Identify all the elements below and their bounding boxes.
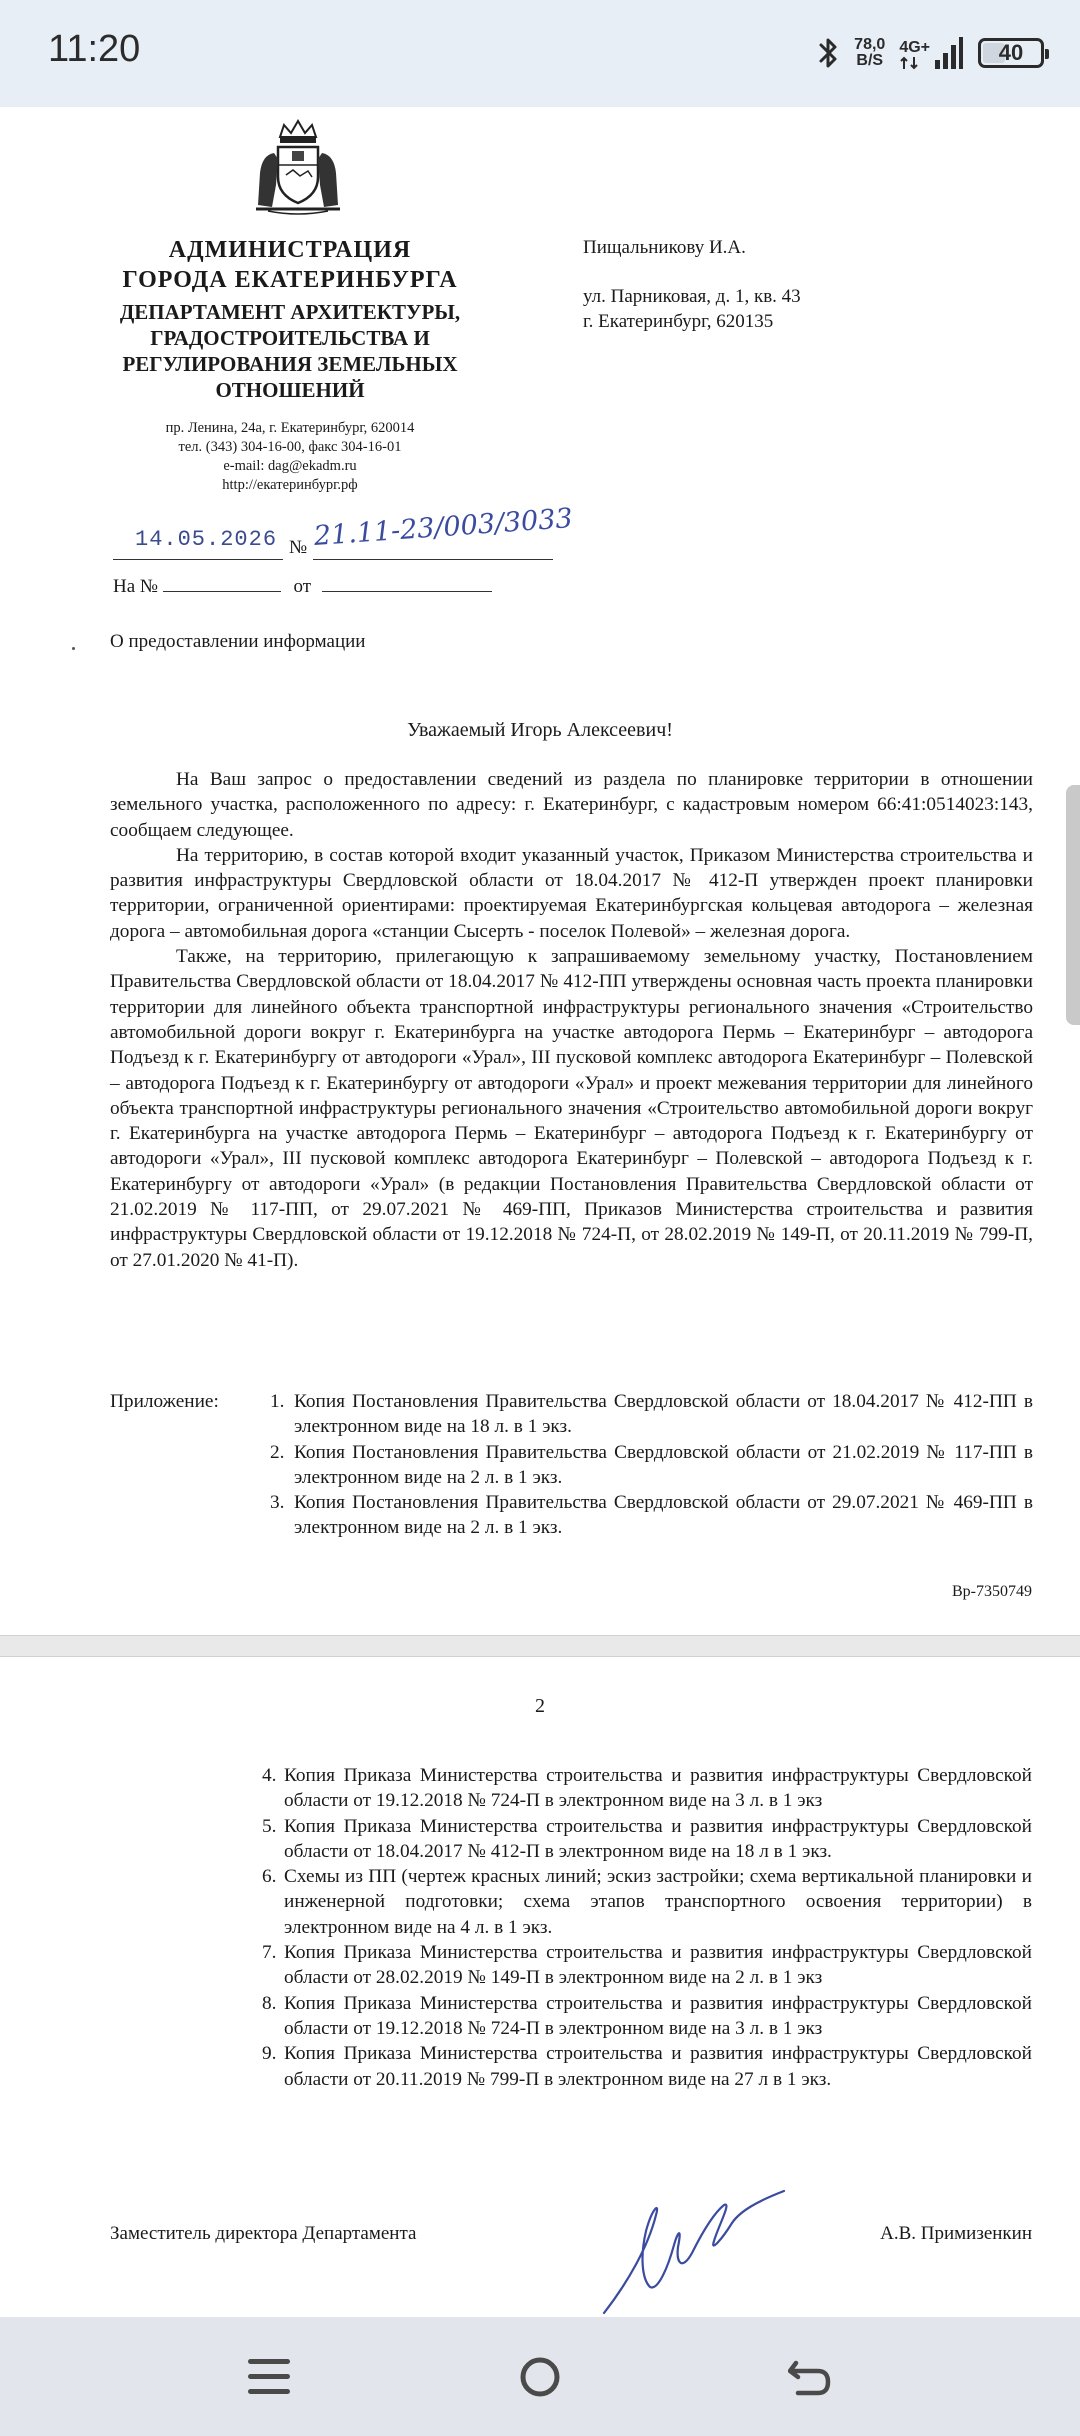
signer-title: Заместитель директора Департамента xyxy=(110,2223,417,2244)
signal-bars-icon xyxy=(934,36,964,70)
appendix-item-text: Копия Постановления Правительства Свердловской области от 29.07.2021 № 469-ПП в электронном виде на 2 л. в 1 экз. xyxy=(294,1492,1033,1539)
network-speed-unit: B/S xyxy=(856,52,884,69)
appendix-item-text: Схемы из ПП (чертеж красных линий; эскиз застройки; схема вертикальной планировки и инженерной подготовки; схема этапов транспортного освоения территории) в электронном виде на 4 л. в 1 экз. xyxy=(284,1866,1032,1938)
back-button[interactable] xyxy=(778,2345,842,2409)
battery-percent: 40 xyxy=(998,40,1024,65)
appendix-item xyxy=(262,1864,1032,1940)
home-icon xyxy=(518,2355,562,2399)
registration-number-handwritten: 21.11-23/003/3033 xyxy=(312,502,574,552)
appendix-item-number: 8. xyxy=(262,1992,277,2014)
data-arrows-icon xyxy=(899,56,921,70)
signer-name: А.В. Примизенкин xyxy=(880,2223,1032,2244)
number-underline xyxy=(313,559,553,560)
appendix-item-text: Копия Постановления Правительства Свердловской области от 21.02.2019 № 117-ПП в электронном виде на 2 л. в 1 экз. xyxy=(294,1441,1033,1488)
number-label: № xyxy=(289,537,308,558)
appendix-item-number: 3. xyxy=(270,1492,285,1514)
appendix-list xyxy=(270,1389,1033,1541)
appendix-item-number: 2. xyxy=(270,1441,285,1463)
department-line: ОТНОШЕНИЙ xyxy=(215,378,365,402)
page-number: 2 xyxy=(535,1695,545,1717)
city-coat-of-arms-icon xyxy=(248,115,348,215)
appendix-item-number: 6. xyxy=(262,1866,277,1888)
appendix-item xyxy=(262,1991,1032,2042)
network-speed xyxy=(854,37,885,69)
org-contacts xyxy=(100,419,480,495)
department-name xyxy=(100,299,480,403)
battery-icon xyxy=(978,38,1044,68)
appendix-list-continued xyxy=(262,1763,1032,2092)
letter-subject: О предоставлении информации xyxy=(110,631,366,652)
appendix-item-text: Копия Приказа Министерства строительства и развития инфраструктуры Свердловской области от 20.11.2019 № 799-П в электронном виде на 27 л в 1 экз. xyxy=(284,2043,1032,2090)
org-site: http://екатеринбург.рф xyxy=(222,477,358,493)
org-email: e-mail: dag@ekadm.ru xyxy=(223,458,357,474)
appendix-item-number: 9. xyxy=(262,2043,277,2065)
back-icon xyxy=(788,2355,832,2399)
appendix-item-text: Копия Приказа Министерства строительства и развития инфраструктуры Свердловской области от 18.04.2017 № 412-П в электронном виде на 18 л в 1 экз. xyxy=(284,1815,1032,1862)
appendix-item-text: Копия Приказа Министерства строительства и развития инфраструктуры Свердловской области от 28.02.2019 № 149-П в электронном виде на 2 л. в 1 экз xyxy=(284,1942,1032,1989)
reference-date-blank xyxy=(322,573,492,592)
appendix-item-number: 1. xyxy=(270,1391,285,1412)
reference-row xyxy=(113,573,492,599)
recipient-block xyxy=(583,235,801,334)
scroll-handle[interactable] xyxy=(1066,785,1080,1025)
body-paragraph: Также, на территорию, прилегающую к запрашиваемому земельному участку, Постановлением Правительства Свердловской области от 18.04.2017 № 412-ПП утверждены основная часть проекта планировки территории для линейного объекта транспортной инфраструктуры регионального значения «Строительство автомобильной дороги вокруг г. Екатеринбурга на участке автодорога Пермь – Екатеринбург – автодорога Подъезд к г. Екатеринбургу от автодороги «Урал», III пусковой комплекс автодорога Екатеринбург – Полевской – автодорога Подъезд к г. Екатеринбургу от автодороги «Урал» и проект межевания территории для линейного объекта транспортной инфраструктуры регионального значения «Строительство автомобильной дороги вокруг г. Екатеринбурга на участке автодорога Пермь – Екатеринбург – автодорога Подъезд к г. Екатеринбургу от автодороги «Урал», III пусковой комплекс автодорога Екатеринбург – Полевской – автодорога Подъезд к г. Екатеринбургу от автодороги «Урал» (в редакции Постановления Правительства Свердловской области от 21.02.2019 № 117-ПП, от 29.07.2021 № 469-ПП, Приказов Министерства строительства и развития инфраструктуры Свердловской области от 19.12.2018 № 724-П, от 28.02.2019 № 149-П, от 20.11.2019 № 799-П, от 27.01.2020 № 41-П). xyxy=(110,946,1033,1271)
reference-date-label: от xyxy=(293,576,312,597)
reference-number-label: На № xyxy=(113,576,159,597)
appendix-item-text: Копия Приказа Министерства строительства и развития инфраструктуры Свердловской области от 19.12.2018 № 724-П в электронном виде на 3 л. в 1 экз xyxy=(284,1765,1032,1812)
appendix-item xyxy=(262,1940,1032,1991)
appendix-item xyxy=(270,1389,1033,1440)
department-line: РЕГУЛИРОВАНИЯ ЗЕМЕЛЬНЫХ xyxy=(122,352,458,376)
org-phone: тел. (343) 304-16-00, факс 304-16-01 xyxy=(178,439,402,455)
appendix-item-number: 5. xyxy=(262,1815,277,1837)
appendix-item-text: Копия Постановления Правительства Свердловской области от 18.04.2017 № 412-ПП в электронном виде на 18 л. в 1 экз. xyxy=(294,1391,1033,1438)
status-bar xyxy=(0,0,1080,107)
org-address: пр. Ленина, 24а, г. Екатеринбург, 620014 xyxy=(165,420,415,436)
appendix-item xyxy=(262,1814,1032,1865)
menu-button[interactable] xyxy=(237,2345,301,2409)
letter-greeting: Уважаемый Игорь Алексеевич! xyxy=(407,719,673,741)
recipient-street: ул. Парниковая, д. 1, кв. 43 xyxy=(583,286,801,307)
recipient-name: Пищальникову И.А. xyxy=(583,237,746,258)
menu-icon xyxy=(246,2357,292,2397)
date-underline xyxy=(113,559,283,560)
appendix-item xyxy=(262,2041,1032,2092)
appendix-item xyxy=(270,1490,1033,1541)
margin-dot xyxy=(72,647,75,650)
appendix-item-text: Копия Приказа Министерства строительства и развития инфраструктуры Свердловской области от 19.12.2018 № 724-П в электронном виде на 3 л. в 1 экз xyxy=(284,1992,1032,2039)
handwritten-signature xyxy=(598,2187,798,2317)
home-button[interactable] xyxy=(508,2345,572,2409)
body-paragraph: На Ваш запрос о предоставлении сведений из раздела по планировке территории в отношении земельного участка, расположенного по адресу: г. Екатеринбург, с кадастровым номером 66:41:0514023:143, сообщаем следующее. xyxy=(110,769,1033,841)
recipient-city: г. Екатеринбург, 620135 xyxy=(583,311,774,332)
document-page-1 xyxy=(0,107,1080,1635)
bluetooth-icon xyxy=(818,36,840,70)
department-line: ГРАДОСТРОИТЕЛЬСТВА И xyxy=(150,326,430,350)
navigation-bar xyxy=(0,2317,1080,2436)
appendix-item xyxy=(262,1763,1032,1814)
body-paragraph: На территорию, в состав которой входит указанный участок, Приказом Министерства строительства и развития инфраструктуры Свердловской области от 18.04.2017 № 412-П утвержден проект планировки территории, ограниченной ориентирами: проектируемая Екатеринбургская кольцевая автодорога – железная дорога – автомобильная дорога «станции Сысерть - поселок Полевой» – железная дорога. xyxy=(110,844,1033,942)
registration-date-stamp: 14.05.2026 xyxy=(135,527,278,552)
network-speed-value: 78,0 xyxy=(854,36,886,53)
page-separator xyxy=(0,1635,1080,1657)
department-line: ДЕПАРТАМЕНТ АРХИТЕКТУРЫ, xyxy=(119,300,461,324)
network-type: 4G+ xyxy=(899,39,930,56)
appendix-item xyxy=(270,1440,1033,1491)
org-name-line1: АДМИНИСТРАЦИЯ xyxy=(168,237,412,263)
org-name-line2: ГОРОДА ЕКАТЕРИНБУРГА xyxy=(122,267,458,293)
status-icons xyxy=(818,30,1044,76)
document-page-2 xyxy=(0,1657,1080,2317)
status-time: 11:20 xyxy=(48,28,141,70)
document-ref-code: Вр-7350749 xyxy=(952,1583,1032,1600)
appendix-item-number: 4. xyxy=(262,1765,277,1786)
appendix-label: Приложение: xyxy=(110,1391,219,1412)
sender-organization xyxy=(100,235,480,495)
appendix-item-number: 7. xyxy=(262,1942,277,1964)
reference-number-blank xyxy=(163,573,281,592)
cellular-signal xyxy=(899,36,964,70)
registration-row xyxy=(113,502,574,561)
letter-body xyxy=(110,767,1033,1273)
